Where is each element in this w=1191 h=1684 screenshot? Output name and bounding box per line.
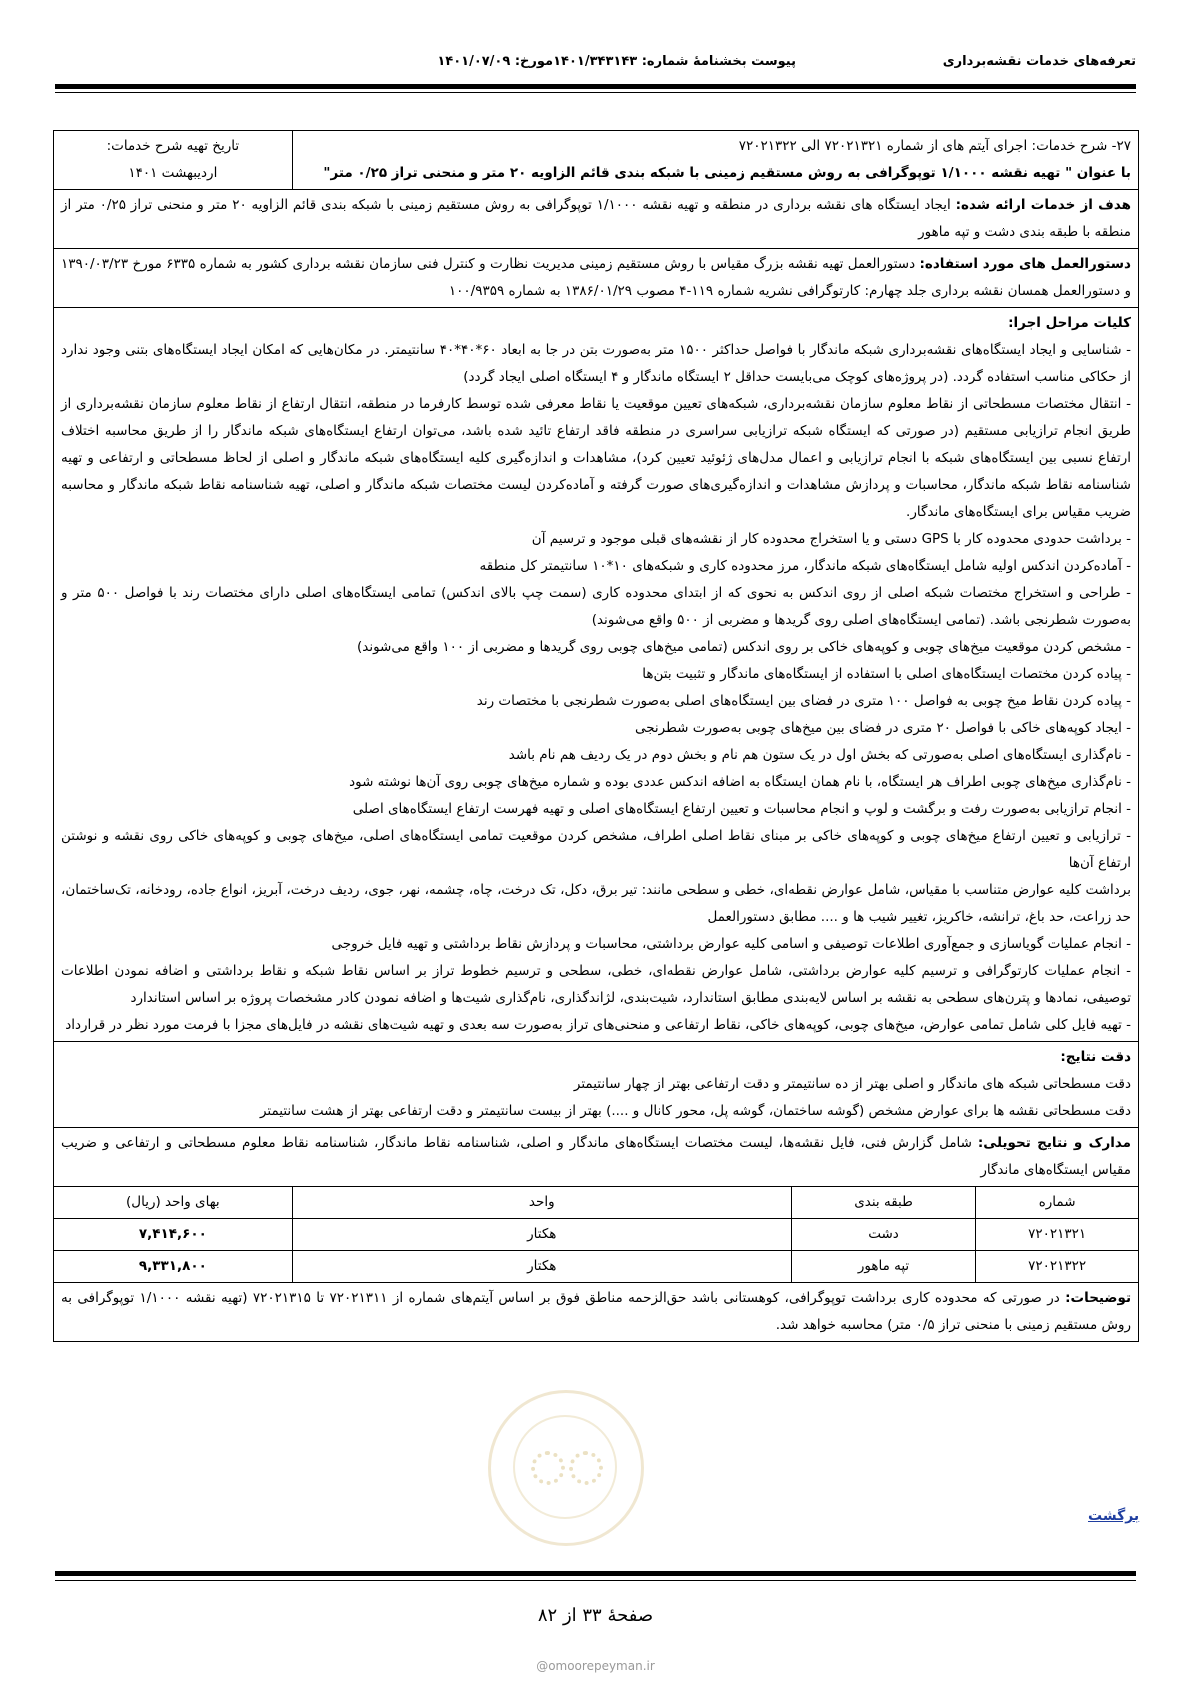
- item-unit: هکتار: [292, 1219, 791, 1251]
- deliverables-text: شامل گزارش فنی، فایل نقشه‌ها، لیست مختصات ایستگاه‌های ماندگار و اصلی، شناسنامه نقاط ماندگار، شناسنامه نقاط معلوم مسطحاتی و ارتفاعی و ضریب مقیاس ایستگاه‌های ماندگار: [61, 1135, 1131, 1178]
- price-row: [54, 1219, 1139, 1251]
- step-item: - طراحی و استخراج مختصات شبکه اصلی از روی اندکس به نحوی که از ابتدای محدوده کاری (سمت چپ بالای اندکس) تمامی ایستگاه‌های اصلی دارای مختصات رند با فواصل ۵۰۰ متر و به‌صورت شطرنجی باشد. (تمامی ایستگاه‌های اصلی روی گریدها و مضربی از ۵۰۰ واقع می‌شوند): [61, 585, 1131, 628]
- notes-text: در صورتی که محدوده کاری برداشت توپوگرافی، کوهستانی باشد حق‌الزحمه مناطق فوق بر اساس آیتم‌های شماره از ۷۲۰۲۱۳۱۱ تا ۷۲۰۲۱۳۱۵ (تهیه نقشه ۱/۱۰۰۰ توپوگرافی به روش مستقیم زمینی با منحنی تراز ۰/۵ متر) محاسبه خواهد شد.: [61, 1290, 1131, 1333]
- step-item: - تهیه فایل کلی شامل تمامی عوارض، میخ‌های چوبی، کوپه‌های خاکی، نقاط ارتفاعی و منحنی‌های تراز به‌صورت سه بعدی و تهیه شیت‌های نقشه در فایل‌های مجزا با فرمت مورد نظر در قرارداد: [65, 1017, 1131, 1033]
- header-title: تعرفه‌های خدمات نقشه‌برداری: [942, 54, 1136, 69]
- item-number: ۷۲۰۲۱۳۲۱: [976, 1219, 1139, 1251]
- col-header-price: بهای واحد (ریال): [54, 1187, 293, 1219]
- steps-label: کلیات مراحل اجرا:: [1008, 315, 1131, 331]
- step-item: برداشت کلیه عوارض متناسب با مقیاس، شامل عوارض نقطه‌ای، خطی و سطحی مانند: تیر برق، دکل، تک درخت، چاه، چشمه، نهر، جوی، ردیف درخت، آبریز، انواع جاده، رودخانه، تک‌ساختمان، حد زراعت، حد باغ، ترانشه، خاکریز، تغییر شیب ها و .... مطابق دستورالعمل: [61, 882, 1131, 925]
- site-watermark: @omoorepeyman.ir: [536, 1659, 655, 1673]
- header-rule: [55, 84, 1136, 89]
- step-item: - ایجاد کوپه‌های خاکی با فواصل ۲۰ متری در فضای بین میخ‌های چوبی به‌صورت شطرنجی: [634, 720, 1131, 736]
- col-header-number: شماره: [976, 1187, 1139, 1219]
- notes-row: [54, 1283, 1139, 1342]
- header-rule-thin: [55, 92, 1136, 93]
- step-item: - آماده‌کردن اندکس اولیه شامل ایستگاه‌های شبکه ماندگار، مرز محدوده کاری و شبکه‌های ۱۰*۱۰ سانتیمتر کل منطقه: [479, 558, 1131, 574]
- step-item: - مشخص کردن موقعیت میخ‌های چوبی و کوپه‌های خاکی بر روی اندکس (تمامی میخ‌های چوبی روی گریدها و مضربی از ۱۰۰ واقع می‌شوند): [356, 639, 1131, 655]
- item-line-1: ۲۷- شرح خدمات: اجرای آیتم های از شماره ۷۲۰۲۱۳۲۱ الی ۷۲۰۲۱۳۲۲: [738, 138, 1131, 154]
- step-item: - انجام عملیات گویاسازی و جمع‌آوری اطلاعات توصیفی و اسامی کلیه عوارض برداشتی، محاسبات و پردازش نقاط برداشتی و تهیه فایل خروجی: [331, 936, 1131, 952]
- col-header-unit: واحد: [292, 1187, 791, 1219]
- step-item: - برداشت حدودی محدوده کار با GPS دستی و یا استخراج محدوده کار از نقشه‌های قبلی موجود و ترسیم آن: [531, 531, 1131, 547]
- item-date-cell: [54, 131, 293, 190]
- item-line-2: با عنوان " تهیه نقشه ۱/۱۰۰۰ توپوگرافی به روش مستقیم زمینی با شبکه بندی قائم الزاویه ۲۰ متر و منحنی تراز ۰/۲۵ متر": [323, 165, 1131, 181]
- standards-label: دستورالعمل های مورد استفاده:: [919, 256, 1131, 272]
- step-item: - نام‌گذاری ایستگاه‌های اصلی به‌صورتی که بخش اول در یک ستون هم نام و بخش دوم در یک ردیف هم نام باشد: [508, 747, 1131, 763]
- standards-row: [54, 249, 1139, 308]
- step-item: - انجام ترازیابی به‌صورت رفت و برگشت و لوپ و انجام محاسبات و تعیین ارتفاع ایستگاه‌های اصلی و تهیه فهرست ارتفاع ایستگاه‌های اصلی: [352, 801, 1131, 817]
- item-title-cell: [292, 131, 1138, 190]
- goal-row: [54, 190, 1139, 249]
- item-price: ۷,۴۱۴,۶۰۰: [54, 1219, 293, 1251]
- accuracy-line-1: دقت مسطحاتی شبکه های ماندگار و اصلی بهتر از ده سانتیمتر و دقت ارتفاعی بهتر از چهار سانتیمتر: [573, 1076, 1131, 1092]
- item-row: [54, 131, 1139, 190]
- step-item: - انجام عملیات کارتوگرافی و ترسیم کلیه عوارض برداشتی، شامل عوارض نقطه‌ای، خطی، سطحی و ترسیم خطوط تراز بر اساس نقاط شبکه و نقاط برداشتی و اضافه نمودن اطلاعات توصیفی، نمادها و پترن‌های سطحی به نقشه بر اساس لایه‌بندی مطابق استاندارد، شیت‌بندی، لژاندگذاری، نام‌گذاری شیت‌ها و اضافه نمودن کادر مشخصات پروژه بر اساس استاندارد: [61, 963, 1131, 1006]
- item-price: ۹,۳۳۱,۸۰۰: [54, 1251, 293, 1283]
- goal-label: هدف از خدمات ارائه شده:: [955, 197, 1131, 213]
- accuracy-row: [54, 1042, 1139, 1128]
- item-class: دشت: [791, 1219, 975, 1251]
- step-item: - نام‌گذاری میخ‌های چوبی اطراف هر ایستگاه، با نام همان ایستگاه به اضافه اندکس عددی بوده و شماره میخ‌های چوبی روی آن‌ها نوشته شود: [349, 774, 1131, 790]
- price-row: [54, 1251, 1139, 1283]
- watermark-seal: [488, 1390, 644, 1546]
- col-header-class: طبقه بندی: [791, 1187, 975, 1219]
- deliverables-row: [54, 1128, 1139, 1187]
- page-header: [55, 54, 1136, 76]
- accuracy-line-2: دقت مسطحاتی نقشه ها برای عوارض مشخص (گوشه ساختمان، گوشه پل، محور کانال و ....) بهتر از بیست سانتیمتر و دقت ارتفاعی بهتر از هشت سانتیمتر: [259, 1103, 1131, 1119]
- step-item: - پیاده کردن نقاط میخ چوبی به فواصل ۱۰۰ متری در فضای بین ایستگاه‌های اصلی به‌صورت شطرنجی با مختصات رند: [476, 693, 1131, 709]
- header-reference: پیوست بخشنامهٔ شماره: ۱۴۰۱/۳۴۳۱۴۳مورخ: ۱۴۰۱/۰۷/۰۹: [437, 54, 796, 69]
- step-item: - ترازیابی و تعیین ارتفاع میخ‌های چوبی و کوپه‌های خاکی بر مبنای نقاط اصلی اطراف، مشخص کردن موقعیت تمامی ایستگاه‌های اصلی، میخ‌های چوبی و کوپه‌های خاکی روی نقشه و نوشتن ارتفاع آن‌ها: [61, 828, 1131, 871]
- step-item: - پیاده کردن مختصات ایستگاه‌های اصلی با استفاده از ایستگاه‌های ماندگار و تثبیت بتن‌ها: [642, 666, 1131, 682]
- item-unit: هکتار: [292, 1251, 791, 1283]
- service-description-table: [53, 130, 1139, 1342]
- back-link[interactable]: برگشت: [1088, 1508, 1140, 1524]
- date-label: تاریخ تهیه شرح خدمات:: [106, 138, 240, 154]
- deliverables-label: مدارک و نتایج تحویلی:: [977, 1135, 1132, 1151]
- date-value: اردیبهشت ۱۴۰۱: [128, 165, 218, 181]
- step-item: - شناسایی و ایجاد ایستگاه‌های نقشه‌برداری شبکه ماندگار با فواصل حداکثر ۱۵۰۰ متر به‌صورت بتن در جا به ابعاد ۶۰*۴۰*۴۰ سانتیمتر. در مکان‌هایی که امکان ایجاد ایستگاه‌های بتنی وجود ندارد از حکاکی مناسب استفاده گردد. (در پروژه‌های کوچک می‌بایست حداقل ۲ ایستگاه ماندگار و ۴ ایستگاه اصلی ایجاد گردد): [61, 342, 1131, 385]
- page-number: صفحهٔ ۳۳ از ۸۲: [537, 1605, 654, 1626]
- step-item: - انتقال مختصات مسطحاتی از نقاط معلوم سازمان نقشه‌برداری، شبکه‌های تعیین موقعیت یا نقاط معرفی شده توسط کارفرما در منطقه، انتقال ارتفاع از نقاط معلوم سازمان نقشه‌برداری از طریق انجام ترازیابی مستقیم (در صورتی که ایستگاه شبکه ترازیابی سراسری در منطقه فاقد ارتفاع تائید شده باشد، می‌توان ارتفاع ایستگاه‌های شبکه ماندگار را از طریق محاسبه اختلاف ارتفاع نسبی بین ایستگاه‌های شبکه با انجام ترازیابی و اعمال مدل‌های ژئوئید تعیین کرد)، مشاهدات و اندازه‌گیری کلیه ایستگاه‌های شبکه ماندگار و اصلی از لحاظ مسطحاتی و ارتفاعی و تهیه شناسنامه نقاط شبکه ماندگار، محاسبات و پردازش مشاهدات و اندازه‌گیری‌های صورت گرفته و آماده‌کردن لیست مختصات شبکه ماندگار و اصلی، تهیه شناسنامه نقاط شبکه ماندگار و محاسبه ضریب مقیاس برای ایستگاه‌های ماندگار.: [61, 396, 1131, 520]
- item-number: ۷۲۰۲۱۳۲۲: [976, 1251, 1139, 1283]
- footer-rule: [55, 1571, 1136, 1576]
- steps-row: [54, 308, 1139, 1042]
- notes-label: توضیحات:: [1065, 1290, 1132, 1306]
- goal-text: ایجاد ایستگاه های نقشه برداری در منطقه و تهیه نقشه ۱/۱۰۰۰ توپوگرافی به روش مستقیم زمینی با شبکه بندی قائم الزاویه ۲۰ متر و منحنی تراز ۰/۲۵ متر از منطقه با طبقه بندی دشت و تپه ماهور: [61, 197, 1131, 240]
- item-class: تپه ماهور: [791, 1251, 975, 1283]
- footer-rule-thin: [55, 1580, 1136, 1581]
- price-header-row: [54, 1187, 1139, 1219]
- standards-text: دستورالعمل تهیه نقشه بزرگ مقیاس با روش مستقیم زمینی مدیریت نظارت و کنترل فنی سازمان نقشه برداری کشور به شماره ۶۳۳۵ مورخ ۱۳۹۰/۰۳/۲۳ و دستورالعمل همسان نقشه برداری جلد چهارم: کارتوگرافی نشریه شماره ۱۱۹-۴ مصوب ۱۳۸۶/۰۱/۲۹ به شماره ۱۰۰/۹۳۵۹: [61, 256, 1131, 299]
- accuracy-label: دقت نتایج:: [1060, 1049, 1131, 1065]
